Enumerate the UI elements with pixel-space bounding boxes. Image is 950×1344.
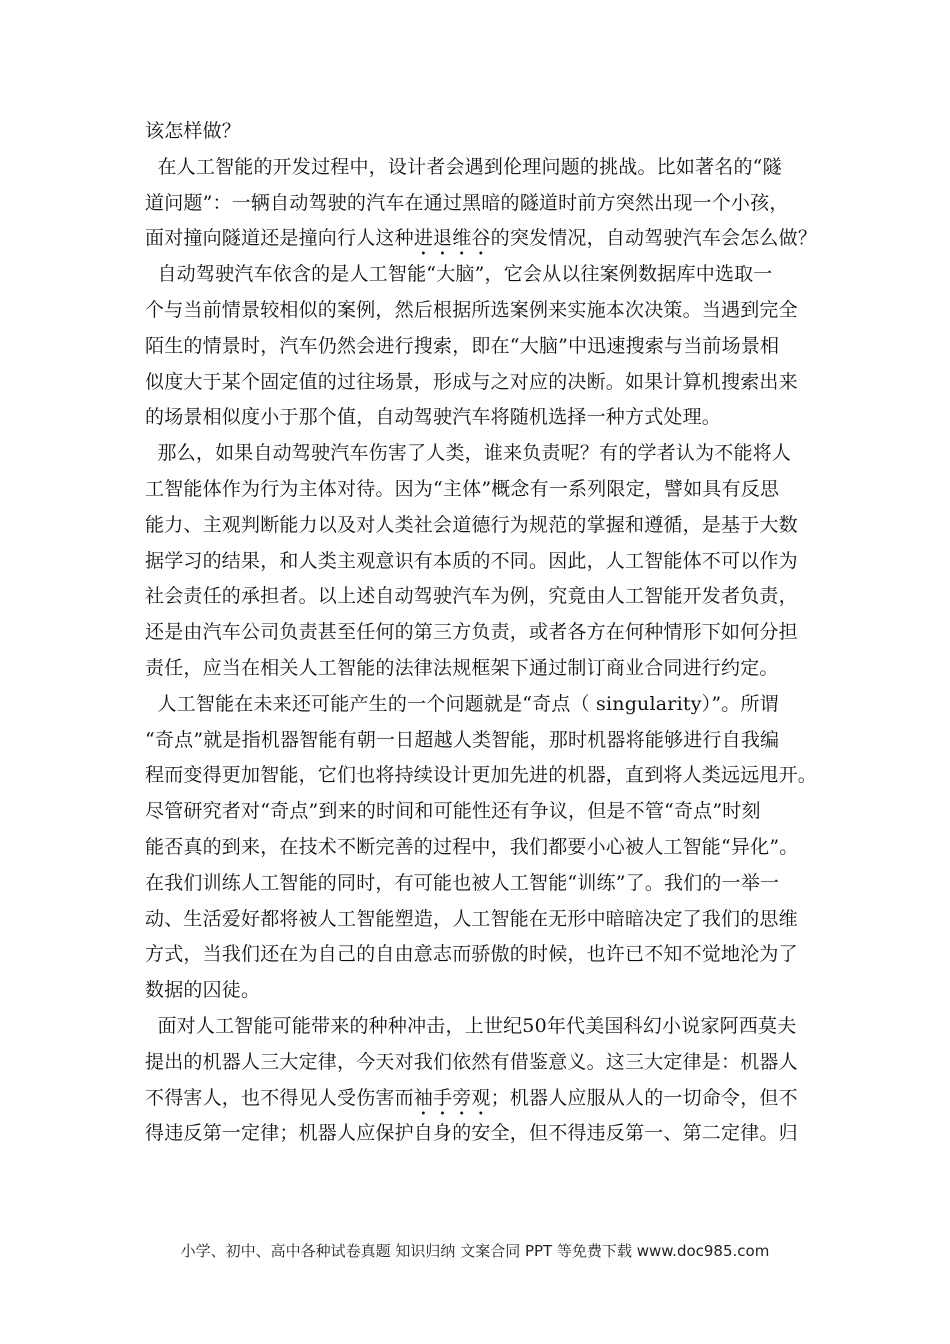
text-line xyxy=(145,257,821,293)
line-text: 程而变得更加智能，它们也将持续设计更加先进的机器，直到将人类远远甩开。 xyxy=(145,764,818,787)
line-text: 提出的机器人三大定律，今天对我们依然有借鉴意义。这三大定律是：机器人 xyxy=(145,1050,798,1073)
text-line xyxy=(145,973,821,1009)
line-text: 那么，如果自动驾驶汽车伤害了人类，谁来负责呢？有的学者认为不能将人 xyxy=(145,442,792,465)
text-line xyxy=(145,1045,821,1081)
text-line xyxy=(145,794,821,830)
text-line xyxy=(145,508,821,544)
text-line xyxy=(145,472,821,508)
line-text: 动、生活爱好都将被人工智能塑造，人工智能在无形中暗暗决定了我们的思维 xyxy=(145,907,798,930)
document-body xyxy=(145,114,821,1152)
text-line xyxy=(145,150,821,186)
emphasized-phrase: 进退维谷 xyxy=(413,227,491,250)
line-text: “奇点”就是指机器智能有朝一日超越人类智能，那时机器将能够进行自我编 xyxy=(145,728,780,751)
text-line xyxy=(145,544,821,580)
text-line xyxy=(145,687,821,723)
line-text: 该怎样做？ xyxy=(145,120,242,142)
line-text: 责任，应当在相关人工智能的法律法规框架下通过制订商业合同进行约定。 xyxy=(145,656,779,679)
line-text: 不得害人，也不得见人受伤害而 xyxy=(145,1086,414,1109)
text-line xyxy=(145,1009,821,1045)
text-line xyxy=(145,723,821,759)
line-text: 道问题”：一辆自动驾驶的汽车在通过黑暗的隧道时前方突然出现一个小孩， xyxy=(145,191,789,214)
line-text: 陌生的情景时，汽车仍然会进行搜索，即在“大脑”中迅速搜索与当前场景相 xyxy=(145,334,780,357)
line-text: 在我们训练人工智能的同时，有可能也被人工智能“训练”了。我们的一举一 xyxy=(145,871,780,894)
line-text: 能力、主观判断能力以及对人类社会道德行为规范的掌握和遵循，是基于大数 xyxy=(145,513,798,536)
text-line xyxy=(145,651,821,687)
line-text: 似度大于某个固定值的过往场景，形成与之对应的决断。如果计算机搜索出来 xyxy=(145,370,798,393)
text-line xyxy=(145,114,821,150)
text-line xyxy=(145,830,821,866)
line-text: 还是由汽车公司负责甚至任何的第三方负责，或者各方在何种情形下如何分担 xyxy=(145,621,798,644)
text-line xyxy=(145,1081,821,1117)
text-line xyxy=(145,186,821,222)
text-line xyxy=(145,579,821,615)
line-text: 面对撞向隧道还是撞向行人这种 xyxy=(145,227,414,250)
emphasized-phrase: 袖手旁观 xyxy=(413,1086,491,1109)
text-line xyxy=(145,365,821,401)
line-text: 能否真的到来，在技术不断完善的过程中，我们都要小心被人工智能“异化”。 xyxy=(145,835,799,858)
line-text: 据学习的结果，和人类主观意识有本质的不同。因此，人工智能体不可以作为 xyxy=(145,549,798,572)
text-line xyxy=(145,293,821,329)
text-line xyxy=(145,866,821,902)
text-line xyxy=(145,615,821,651)
text-line xyxy=(145,937,821,973)
text-line xyxy=(145,902,821,938)
line-text-continued: 的突发情况，自动驾驶汽车会怎么做？ xyxy=(490,227,818,250)
text-line xyxy=(145,221,821,257)
text-line xyxy=(145,329,821,365)
line-text: 的场景相似度小于那个值，自动驾驶汽车将随机选择一种方式处理。 xyxy=(145,406,722,429)
line-text: 个与当前情景较相似的案例，然后根据所选案例来实施本次决策。当遇到完全 xyxy=(145,298,798,321)
line-text: 面对人工智能可能带来的种种冲击，上世纪50年代美国科幻小说家阿西莫夫 xyxy=(145,1014,797,1037)
text-line xyxy=(145,400,821,436)
line-text: 方式，当我们还在为自己的自由意志而骄傲的时候，也许已不知不觉地沦为了 xyxy=(145,943,798,966)
line-text: 工智能体作为行为主体对待。因为“主体”概念有一系列限定，譬如具有反思 xyxy=(145,477,780,500)
line-text: 人工智能在未来还可能产生的一个问题就是“奇点（ singularity）”。所谓 xyxy=(145,692,779,715)
text-line xyxy=(145,436,821,472)
line-text: 尽管研究者对“奇点”到来的时间和可能性还有争议，但是不管“奇点”时刻 xyxy=(145,800,761,823)
text-line xyxy=(145,758,821,794)
line-text: 数据的囚徒。 xyxy=(145,979,261,1002)
page-footer: 小学、初中、高中各种试卷真题 知识归纳 文案合同 PPT 等免费下载 www.doc985.com xyxy=(180,1242,770,1260)
line-text: 得违反第一定律；机器人应保护自身的安全，但不得违反第一、第二定律。归 xyxy=(145,1122,798,1145)
line-text: 社会责任的承担者。以上述自动驾驶汽车为例，究竟由人工智能开发者负责， xyxy=(145,585,798,608)
line-text-continued: ；机器人应服从人的一切命令，但不 xyxy=(490,1086,798,1109)
line-text: 在人工智能的开发过程中，设计者会遇到伦理问题的挑战。比如著名的“隧 xyxy=(145,155,782,178)
line-text: 自动驾驶汽车依含的是人工智能“大脑”，它会从以往案例数据库中选取一 xyxy=(145,263,773,286)
text-line xyxy=(145,1116,821,1152)
